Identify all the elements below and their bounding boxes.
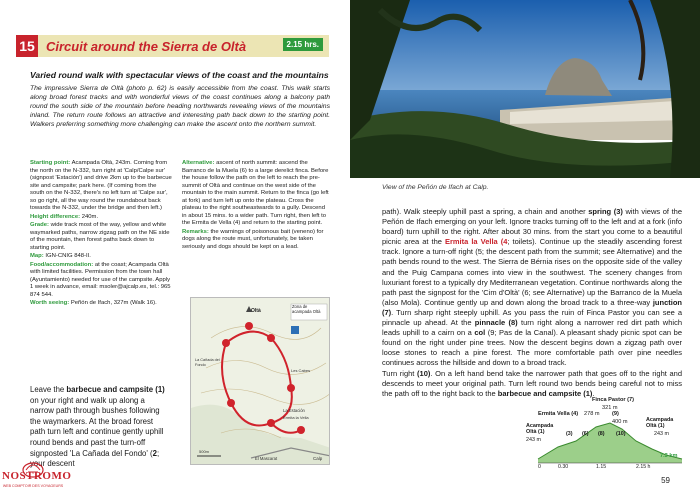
text-part: . Turn sharp right steeply uphill. As you pass the ruin of Finca Pastor you can see a pinnacle up ahead. At the [382, 307, 682, 328]
map-label-fondo: La Cañada del Fondo [195, 358, 220, 367]
route-title-bar [16, 35, 329, 57]
alternative-text: ascent of north summit: ascend the Barranco de la Muela (6) to a large derelict finca. Before the house follow the path on the left to reach the pre-summit of Oltà and continue on the west side of the mountain to the main summit. Return to the finca (go left at fork) and turn left up onto the plateau. Cross the plateau to the right southeastwards to a gully. Descend in about 15 mins. to a wider path. Turn right, then left to the Ermita de Vella (4) and return to the starting point. [182, 160, 329, 226]
profile-col-alt: 400 m [612, 419, 628, 425]
profile-olta-right: Acampada Oltà (1) [646, 417, 674, 429]
worth-text: Peñón de Ifach, 327m (Walk 16). [70, 300, 157, 306]
intro-paragraph: The impressive Sierra de Oltà (photo p. 62) is easily accessible from the coast. This walk starts along broad forest tracks and with wonderful views of the coast continues along a balcony path round the south side of the mountain before heading northwards revealing views of the mountains inland. The return route follows an attractive and interesting path back down to the starting point. Walkers preferring something more challenging can make the ascent onto the northern summit. [30, 85, 330, 128]
duration-badge: 2.15 hrs. [283, 38, 323, 51]
profile-col: (9) [612, 411, 619, 417]
route-title: Circuit around the Sierra de Oltà [46, 38, 247, 54]
text-part: with views of the Peñón de Ifach emerging on your left. Ignore tracks turning off to the left and at a fork (info board) turn uphill to the right. After about 30 mins. from the start you come to a beautiful picnic area at the [382, 207, 682, 247]
info-column-left [30, 160, 172, 309]
text-bold: pinnacle (8) [474, 318, 518, 328]
main-text-part: on your right and walk up along a narrow path through bushes following the waymarkers. At the broad forest path turn left and continue gently uphill round bends and past the turn-off signposted 'La Cañada del Fondo' ( [30, 395, 164, 458]
text-part: (9; Pas de la Canal). A pleasant shady picnic spot can be found on the right under pine trees. Now the descent begins down a zigzag path over loose stones to reach a pine forest. The more comfortable path over pine needles continues across the hillside and down to a broad track. [382, 328, 682, 368]
watermark-stamp [2, 458, 72, 496]
main-text-bold: 2 [152, 448, 157, 458]
photo-caption: View of the Peñón de Ifach at Calp. [382, 184, 489, 191]
text-part: . On a left hand bend take the narrower path that goes off to the right and descends to meet your original path. Turn left round two bends being careful not to miss the path off to the right back to the [382, 368, 683, 398]
info-column-right [182, 160, 329, 252]
profile-tick: 0.30 [558, 464, 569, 470]
text-bold: spring (3) [588, 207, 623, 216]
map-label-calp: Calp [313, 456, 323, 461]
profile-point: (10) [616, 431, 626, 437]
profile-olta-right-alt: 243 m [654, 431, 669, 437]
height-text: 240m. [81, 213, 99, 220]
route-map [190, 297, 330, 465]
map-label: Map: [30, 253, 44, 259]
food-label: Food/accommodation: [30, 261, 94, 268]
main-text-bold: barbecue and campsite (1) [66, 385, 165, 394]
profile-tick: 0 [538, 464, 541, 470]
alternative-label: Alternative: [182, 160, 215, 166]
profile-distance: 7.3 km [660, 453, 678, 459]
text-part: ; toilets). Continue up the steadily ascending forest track. Ignore a turn-off right (5; the descent path from the summit; see Alternative) and the path bends round to the west. The Sierra de Bérnia rises on the opposite side of the valley and the Puig Campana comes into view in the southwest. The scenery changes from luxuriant forest to a typically dry Mediterranean vegetation. Continue northwards along the path past the signpost for the 'Cim d'Oltà' (6; see Alternative) up the Barranco de la Muela (also Mola). Continue gently up and down along the broad track to a three-way [382, 237, 682, 307]
profile-ermita-alt: 278 m [584, 411, 600, 417]
profile-point: (6) [582, 431, 589, 437]
profile-point: (8) [598, 431, 605, 437]
stamp-title: NOSTROMO [2, 470, 72, 482]
map-label-estacion: La Estación [283, 408, 305, 413]
main-text-part: ; your descent [30, 448, 160, 469]
text-part: path). Walk steeply uphill past a spring, a chain and another [382, 207, 589, 216]
map-label-olta: Oltà [251, 308, 261, 314]
text-highlight: Ermita la Vella (4 [444, 237, 508, 247]
map-label-zona: Zona de acampada Oltà [292, 304, 321, 314]
profile-finca: Finca Pastor (7) [592, 397, 634, 403]
grade-text: wide track most of the way, yellow and white waymarked paths, narrow zigzag path on the NE side of the mountain, then forest paths back down to starting point. [30, 222, 170, 251]
route-number: 15 [16, 35, 38, 57]
map-label-ermita: Ermita la Vella [283, 415, 309, 420]
main-text-part: Leave the [30, 385, 67, 394]
text-part: . [592, 388, 595, 398]
stamp-subtitle: WEB COMPTOIR DES VOYAGEURS [2, 484, 64, 488]
map-scale: 500m [199, 449, 210, 454]
map-label-cabes: Les Cabes [291, 368, 311, 373]
profile-olta-left: Acampada Oltà (1) [526, 423, 554, 435]
map-label-mascarat: El Mascarat [255, 456, 278, 461]
profile-finca-alt: 321 m [602, 405, 618, 411]
main-text-right [382, 207, 682, 399]
page-number: 59 [661, 476, 670, 485]
text-bold: junction (7) [382, 297, 682, 317]
right-page [350, 0, 700, 499]
text-bold: (10) [417, 368, 431, 378]
remarks-text: the warnings of poisonous bait (veneno) for dogs along the route must, unfortunately, be taken seriously and dogs should be kept on a lead. [182, 228, 324, 250]
profile-point: (3) [566, 431, 573, 437]
text-bold: col [474, 328, 486, 338]
remarks-label: Remarks: [182, 228, 209, 235]
grade-label: Grade: [30, 222, 49, 228]
profile-tick: 2.15 h [636, 464, 651, 470]
map-text: IGN-CNIG 848-II. [45, 253, 91, 259]
text-part: turn right along a narrower red dirt path which leads uphill to a cairn on a [382, 318, 682, 338]
text-part: Turn right [382, 368, 418, 378]
profile-olta-left-alt: 243 m [526, 437, 541, 443]
start-text: Acampada Oltà, 243m. Coming from the north on the N-332, turn right at 'Calp/Calpe sur' (signpost 'Estación') and drive 2km up to the barbecue site and campsite; park here. (If coming from the south on the N-332, there's no left turn at 'Calpe sur', so go right, all the way round the roundabout back towards the N-332, under the bridge and then left.) [30, 160, 172, 211]
text-bold: barbecue and campsite (1) [497, 388, 593, 398]
height-label: Height difference: [30, 213, 81, 220]
elevation-profile [526, 397, 686, 471]
worth-label: Worth seeing: [30, 300, 70, 306]
start-label: Starting point: [30, 160, 71, 166]
profile-tick: 1.15 [596, 464, 607, 470]
photo-penon-de-ifach [350, 0, 700, 178]
food-text: at the coast; Acampada Oltà with limited facilities. Permission from the town hall (Ayuntamiento) needed for use of the campsite. Apply 1 week in advance, email: msoler@ajcalp.es, tel.: 965 874 544. [30, 261, 171, 298]
profile-ermita: Ermita Vella (4) [538, 411, 579, 417]
lead-heading: Varied round walk with spectacular views of the coast and the mountains [30, 70, 329, 80]
